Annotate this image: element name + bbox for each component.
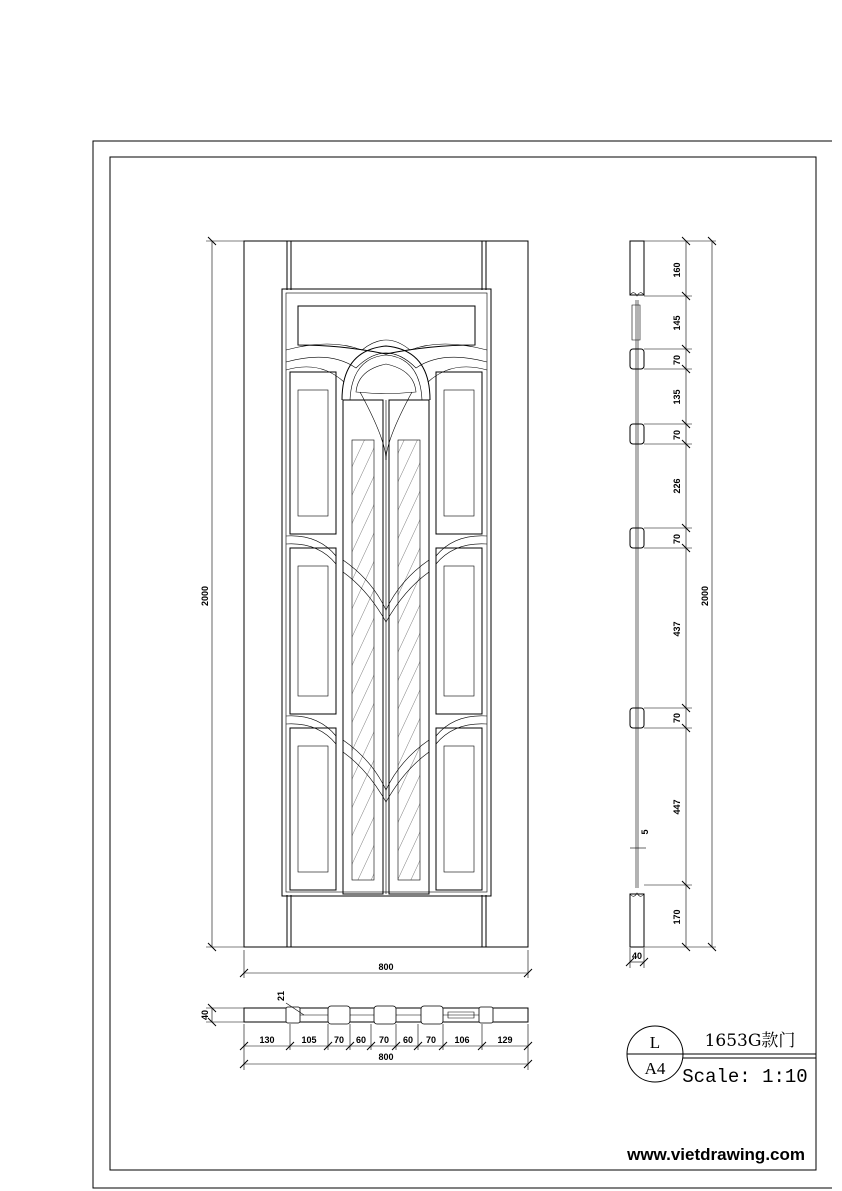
side-seg-5: 226 bbox=[672, 478, 682, 494]
sheet-letter: L bbox=[649, 1033, 661, 1052]
top-seg-8: 129 bbox=[497, 1035, 513, 1045]
side-height-label: 2000 bbox=[700, 585, 710, 607]
top-seg-1: 105 bbox=[301, 1035, 317, 1045]
side-seg-4: 70 bbox=[672, 429, 682, 441]
front-width-label: 800 bbox=[378, 962, 394, 972]
top-seg-0: 130 bbox=[259, 1035, 275, 1045]
side-gap-label: 5 bbox=[640, 829, 650, 835]
side-seg-6: 70 bbox=[672, 533, 682, 545]
top-header-panel bbox=[286, 306, 487, 382]
top-seg-7: 106 bbox=[454, 1035, 470, 1045]
side-seg-7: 437 bbox=[672, 621, 682, 637]
side-seg-3: 135 bbox=[672, 389, 682, 405]
side-seg-2: 70 bbox=[672, 354, 682, 366]
top-seg-5: 60 bbox=[402, 1035, 414, 1045]
top-seg-3: 60 bbox=[355, 1035, 367, 1045]
side-seg-8: 70 bbox=[672, 712, 682, 724]
top-seg-6: 70 bbox=[425, 1035, 437, 1045]
title-block bbox=[626, 1026, 816, 1164]
front-height-dimension bbox=[200, 237, 244, 951]
sheet-size: A4 bbox=[644, 1059, 666, 1078]
side-seg-9: 447 bbox=[672, 799, 682, 815]
door-top-section bbox=[200, 991, 532, 1070]
side-thickness-label: 40 bbox=[631, 951, 643, 961]
top-thickness-label: 40 bbox=[200, 1009, 210, 1021]
front-width-dimension bbox=[240, 950, 532, 978]
top-callout-label: 21 bbox=[276, 990, 286, 1002]
top-seg-4: 70 bbox=[378, 1035, 390, 1045]
top-seg-2: 70 bbox=[333, 1035, 345, 1045]
top-total-label: 800 bbox=[378, 1052, 394, 1062]
drawing-scale: Scale: 1:10 bbox=[682, 1066, 808, 1088]
drawing-title: 1653G款门 bbox=[704, 1031, 796, 1051]
side-seg-10: 170 bbox=[672, 909, 682, 925]
side-seg-0: 160 bbox=[672, 262, 682, 278]
front-height-label: 2000 bbox=[200, 585, 210, 607]
website-label: www.vietdrawing.com bbox=[627, 1145, 805, 1164]
door-front-elevation bbox=[200, 237, 532, 978]
left-raised-panels bbox=[286, 372, 336, 890]
door-side-section bbox=[626, 237, 716, 968]
side-seg-1: 145 bbox=[672, 315, 682, 331]
right-raised-panels bbox=[436, 372, 487, 890]
glass-panels bbox=[343, 400, 429, 894]
